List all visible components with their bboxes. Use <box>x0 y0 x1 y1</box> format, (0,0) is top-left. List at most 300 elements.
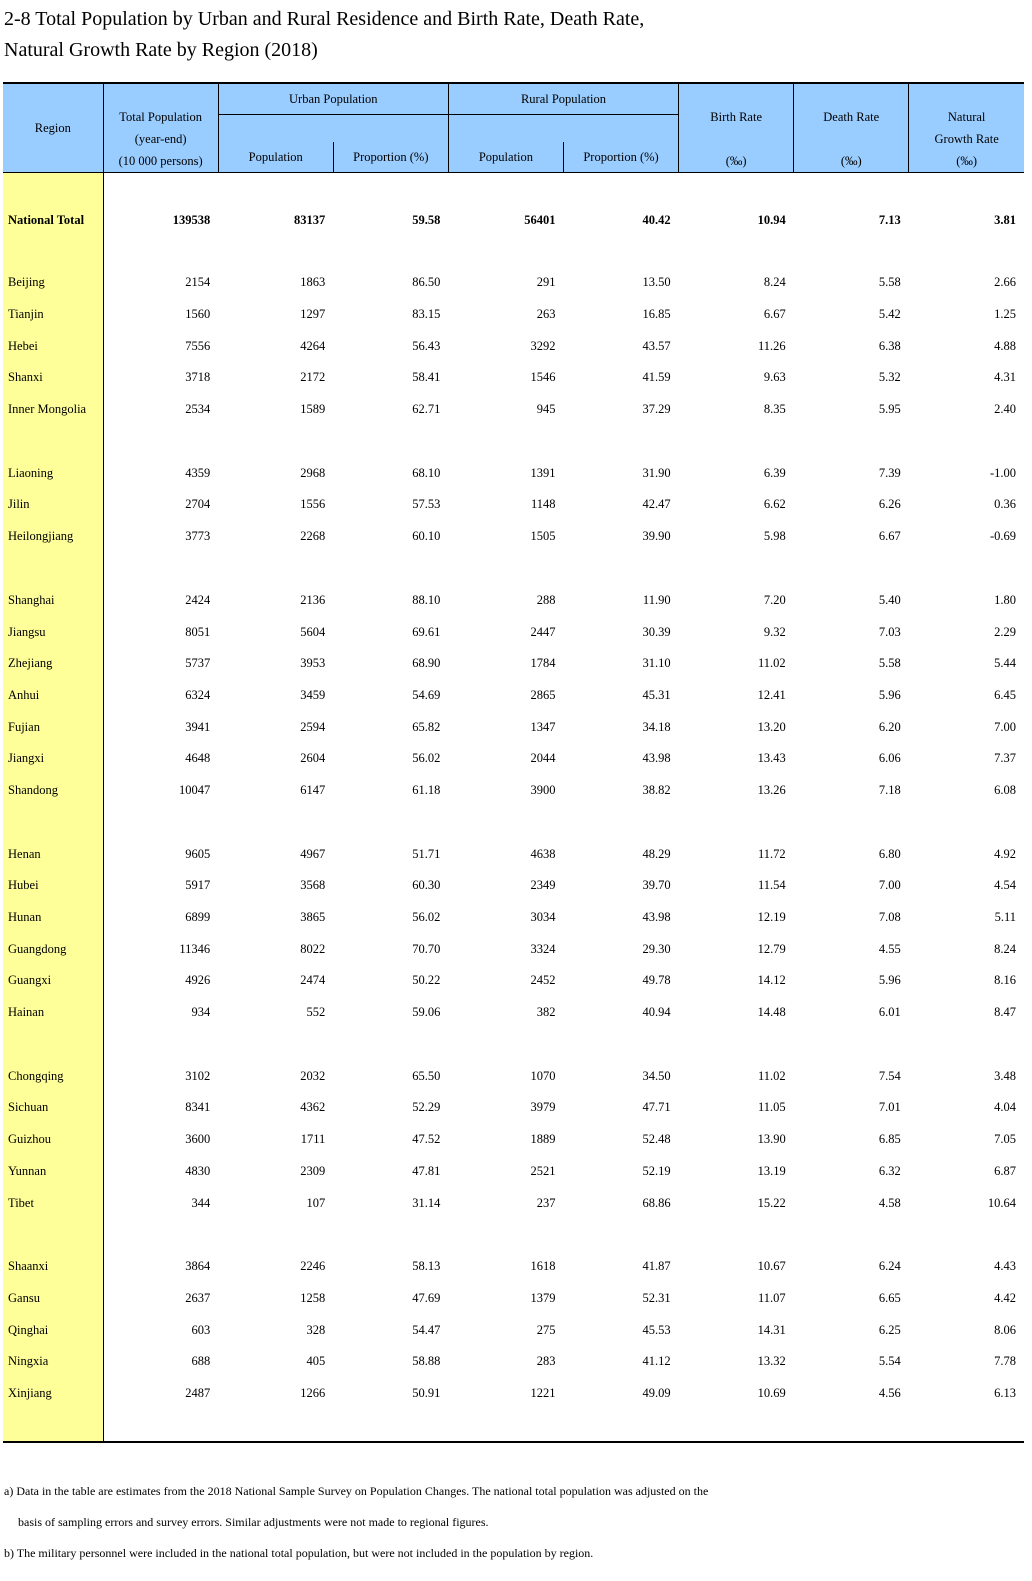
value-cell: 405 <box>306 1354 326 1369</box>
region-name-cell: Tibet <box>3 1187 103 1219</box>
value-cell: 2136 <box>300 592 326 607</box>
value-cell: 5.95 <box>878 402 901 417</box>
value-cell: 6.80 <box>878 846 901 861</box>
value-cell: 3102 <box>185 1068 211 1083</box>
value-cell: 552 <box>306 1005 326 1020</box>
table-row <box>3 521 1024 553</box>
value-cell: 54.47 <box>412 1322 441 1337</box>
value-cell: 48.29 <box>642 846 671 861</box>
table-row <box>3 743 1024 775</box>
value-cell: 14.31 <box>757 1322 786 1337</box>
region-name-cell: Qinghai <box>3 1314 103 1346</box>
region-name-cell: Jiangsu <box>3 616 103 648</box>
region-name-cell: Guizhou <box>3 1124 103 1156</box>
region-name-cell: Inner Mongolia <box>3 394 103 426</box>
region-name-cell: Jilin <box>3 489 103 521</box>
header-birth-rate: Birth Rate (‰) <box>679 83 794 173</box>
header-rural-proportion: Proportion (%) <box>563 142 678 172</box>
table-row <box>3 1251 1024 1283</box>
value-cell: 52.19 <box>642 1163 671 1178</box>
value-cell: 4.92 <box>994 846 1016 861</box>
value-cell: 4926 <box>185 973 211 988</box>
table-row <box>3 616 1024 648</box>
value-cell: 139538 <box>172 212 211 227</box>
value-cell: 9.63 <box>763 370 786 385</box>
value-cell: 1258 <box>300 1290 326 1305</box>
region-name-cell: Hunan <box>3 902 103 934</box>
header-rural-population-count: Population <box>448 142 563 172</box>
value-cell: 13.50 <box>642 275 671 290</box>
value-cell: 11.05 <box>758 1100 786 1115</box>
table-row <box>3 711 1024 743</box>
table-row <box>3 489 1024 521</box>
footnote-a-line-2: basis of sampling errors and survey errors. Similar adjustments were not made to regional figures. <box>18 1515 489 1529</box>
value-cell: 62.71 <box>412 402 441 417</box>
value-cell: 2172 <box>300 370 326 385</box>
value-cell: 4.56 <box>878 1385 901 1400</box>
region-name-cell: Shanghai <box>3 585 103 617</box>
table-row <box>3 933 1024 965</box>
value-cell: 3.48 <box>994 1068 1016 1083</box>
value-cell: 2154 <box>185 275 211 290</box>
value-cell: 0.36 <box>994 497 1016 512</box>
value-cell: 2032 <box>300 1068 326 1083</box>
value-cell: 6.67 <box>878 529 901 544</box>
value-cell: 6899 <box>185 910 211 925</box>
value-cell: 2865 <box>530 687 556 702</box>
value-cell: 57.53 <box>412 497 441 512</box>
value-cell: 11.02 <box>758 656 786 671</box>
value-cell: 6.65 <box>878 1290 901 1305</box>
value-cell: 934 <box>191 1005 211 1020</box>
spacer-row <box>3 1409 1024 1442</box>
table-row <box>3 1346 1024 1378</box>
value-cell: 15.22 <box>757 1195 786 1210</box>
value-cell: 12.79 <box>757 941 786 956</box>
value-cell: 7.00 <box>994 719 1016 734</box>
value-cell: 2309 <box>300 1163 326 1178</box>
value-cell: 41.87 <box>642 1259 671 1274</box>
value-cell: 7.20 <box>763 592 786 607</box>
region-name-cell: Henan <box>3 838 103 870</box>
value-cell: 49.78 <box>642 973 671 988</box>
region-name-cell: Xinjiang <box>3 1378 103 1410</box>
value-cell: 3324 <box>530 941 556 956</box>
value-cell: 1347 <box>530 719 556 734</box>
value-cell: 39.90 <box>642 529 671 544</box>
value-cell: 2968 <box>300 465 326 480</box>
region-name-cell: Heilongjiang <box>3 521 103 553</box>
title-line-1: 2-8 Total Population by Urban and Rural Residence and Birth Rate, Death Rate, <box>4 8 645 30</box>
value-cell: 47.81 <box>412 1163 441 1178</box>
value-cell: 11.54 <box>758 878 786 893</box>
value-cell: 3941 <box>185 719 211 734</box>
value-cell: 59.06 <box>412 1005 441 1020</box>
value-cell: 2.40 <box>994 402 1016 417</box>
value-cell: 6.87 <box>994 1163 1016 1178</box>
value-cell: 47.71 <box>642 1100 671 1115</box>
value-cell: 56401 <box>524 212 556 227</box>
value-cell: 29.30 <box>642 941 671 956</box>
value-cell: 2594 <box>300 719 326 734</box>
value-cell: 4.43 <box>994 1259 1016 1274</box>
value-cell: 8.35 <box>763 402 786 417</box>
value-cell: 1.25 <box>994 307 1016 322</box>
value-cell: 3953 <box>300 656 326 671</box>
header-death-rate: Death Rate (‰) <box>794 83 909 173</box>
value-cell: 107 <box>306 1195 326 1210</box>
value-cell: 9605 <box>185 846 211 861</box>
value-cell: 4359 <box>185 465 211 480</box>
region-name-cell: Shanxi <box>3 362 103 394</box>
value-cell: 6.20 <box>878 719 901 734</box>
value-cell: 3773 <box>185 529 211 544</box>
value-cell: 1784 <box>530 656 556 671</box>
value-cell: 4.88 <box>994 338 1016 353</box>
value-cell: 2534 <box>185 402 211 417</box>
value-cell: 59.58 <box>412 212 441 227</box>
national-total-row <box>3 173 1024 268</box>
value-cell: 10.64 <box>987 1195 1016 1210</box>
value-cell: 6.13 <box>994 1385 1016 1400</box>
value-cell: 49.09 <box>642 1385 671 1400</box>
region-name-cell: Hubei <box>3 870 103 902</box>
page-title <box>4 4 1024 66</box>
value-cell: 6.01 <box>878 1005 901 1020</box>
value-cell: 3600 <box>185 1132 211 1147</box>
value-cell: 65.82 <box>412 719 441 734</box>
value-cell: 2474 <box>300 973 326 988</box>
value-cell: 30.39 <box>642 624 671 639</box>
value-cell: 11.26 <box>758 338 786 353</box>
value-cell: 4.42 <box>994 1290 1016 1305</box>
value-cell: 41.59 <box>642 370 671 385</box>
value-cell: 2.66 <box>994 275 1016 290</box>
value-cell: 3459 <box>300 687 326 702</box>
value-cell: 2637 <box>185 1290 211 1305</box>
value-cell: 4362 <box>300 1100 326 1115</box>
value-cell: 56.02 <box>412 910 441 925</box>
header-urban-population-count: Population <box>218 142 333 172</box>
value-cell: 10047 <box>178 782 211 797</box>
value-cell: 83137 <box>294 212 326 227</box>
value-cell: 13.90 <box>757 1132 786 1147</box>
value-cell: 6.32 <box>878 1163 901 1178</box>
value-cell: 7.03 <box>878 624 901 639</box>
value-cell: 70.70 <box>412 941 441 956</box>
table-row <box>3 1187 1024 1219</box>
value-cell: 5.44 <box>994 656 1016 671</box>
footnote-a-line-1: a) Data in the table are estimates from the 2018 National Sample Survey on Population Changes. The national total population was adjusted on the <box>4 1484 709 1498</box>
region-name-cell: National Total <box>3 173 103 268</box>
value-cell: 13.26 <box>757 782 786 797</box>
table-row <box>3 1092 1024 1124</box>
value-cell: 4264 <box>300 338 326 353</box>
value-cell: 52.48 <box>642 1132 671 1147</box>
value-cell: 1505 <box>530 529 556 544</box>
region-name-cell: Tianjin <box>3 299 103 331</box>
value-cell: 68.90 <box>412 656 441 671</box>
value-cell: 4.04 <box>994 1100 1016 1115</box>
value-cell: 31.14 <box>412 1195 441 1210</box>
table-row <box>3 1314 1024 1346</box>
table-row <box>3 775 1024 807</box>
spacer-row <box>3 553 1024 585</box>
value-cell: 2452 <box>530 973 556 988</box>
table-row <box>3 902 1024 934</box>
value-cell: 37.29 <box>642 402 671 417</box>
value-cell: 50.91 <box>412 1385 441 1400</box>
value-cell: 6.45 <box>994 687 1016 702</box>
table-row <box>3 362 1024 394</box>
value-cell: 8.47 <box>994 1005 1016 1020</box>
value-cell: 945 <box>536 402 556 417</box>
value-cell: 65.50 <box>412 1068 441 1083</box>
region-name-cell: Beijing <box>3 267 103 299</box>
value-cell: 6.06 <box>878 751 901 766</box>
value-cell: 8022 <box>300 941 326 956</box>
value-cell: 43.98 <box>642 910 671 925</box>
value-cell: 10.69 <box>757 1385 786 1400</box>
value-cell: 88.10 <box>412 592 441 607</box>
value-cell: 52.31 <box>642 1290 671 1305</box>
value-cell: 328 <box>306 1322 326 1337</box>
region-name-cell: Liaoning <box>3 457 103 489</box>
header-natural-growth-rate: Natural Growth Rate (‰) <box>909 83 1024 173</box>
value-cell: 3034 <box>530 910 556 925</box>
header-region: Region <box>34 120 71 135</box>
value-cell: 1560 <box>185 307 211 322</box>
table-row <box>3 585 1024 617</box>
value-cell: 14.48 <box>757 1005 786 1020</box>
value-cell: 7.18 <box>878 782 901 797</box>
region-name-cell: Shandong <box>3 775 103 807</box>
table-row <box>3 838 1024 870</box>
value-cell: 3979 <box>530 1100 556 1115</box>
value-cell: 5.40 <box>878 592 901 607</box>
value-cell: 42.47 <box>642 497 671 512</box>
table-row <box>3 1124 1024 1156</box>
region-name-cell: Yunnan <box>3 1156 103 1188</box>
value-cell: 4.54 <box>994 878 1016 893</box>
value-cell: 344 <box>191 1195 211 1210</box>
region-name-cell: Hebei <box>3 330 103 362</box>
value-cell: 3292 <box>530 338 556 353</box>
value-cell: 283 <box>536 1354 556 1369</box>
table-body <box>3 173 1024 1443</box>
value-cell: 43.98 <box>642 751 671 766</box>
value-cell: 2704 <box>185 497 211 512</box>
value-cell: 58.13 <box>412 1259 441 1274</box>
title-line-2: Natural Growth Rate by Region (2018) <box>4 39 318 61</box>
table-header <box>3 83 1024 173</box>
value-cell: 2447 <box>530 624 556 639</box>
value-cell: 14.12 <box>757 973 786 988</box>
value-cell: 1148 <box>530 497 556 512</box>
value-cell: 8.24 <box>994 941 1016 956</box>
value-cell: 275 <box>536 1322 556 1337</box>
value-cell: 2268 <box>300 529 326 544</box>
value-cell: 11.90 <box>642 592 671 607</box>
value-cell: 3.81 <box>994 212 1016 227</box>
region-name-cell: Ningxia <box>3 1346 103 1378</box>
value-cell: 3568 <box>300 878 326 893</box>
value-cell: 40.94 <box>642 1005 671 1020</box>
value-cell: 58.41 <box>412 370 441 385</box>
table-row <box>3 965 1024 997</box>
value-cell: 5.96 <box>878 687 901 702</box>
value-cell: 13.20 <box>757 719 786 734</box>
value-cell: 4638 <box>530 846 556 861</box>
value-cell: 52.29 <box>412 1100 441 1115</box>
value-cell: 34.18 <box>642 719 671 734</box>
value-cell: 1589 <box>300 402 326 417</box>
value-cell: 13.32 <box>757 1354 786 1369</box>
region-name-cell: Fujian <box>3 711 103 743</box>
value-cell: 6.38 <box>878 338 901 353</box>
value-cell: 7.08 <box>878 910 901 925</box>
value-cell: 2424 <box>185 592 211 607</box>
value-cell: 86.50 <box>412 275 441 290</box>
value-cell: 3900 <box>530 782 556 797</box>
region-name-cell: Chongqing <box>3 1060 103 1092</box>
value-cell: 58.88 <box>412 1354 441 1369</box>
value-cell: 69.61 <box>412 624 441 639</box>
value-cell: 5604 <box>300 624 326 639</box>
value-cell: 5917 <box>185 878 211 893</box>
value-cell: 2044 <box>530 751 556 766</box>
table-row <box>3 330 1024 362</box>
footnotes <box>4 1476 1024 1569</box>
region-name-cell: Guangxi <box>3 965 103 997</box>
value-cell: 5.32 <box>878 370 901 385</box>
table-row <box>3 680 1024 712</box>
value-cell: 5.42 <box>878 307 901 322</box>
value-cell: -0.69 <box>989 529 1016 544</box>
value-cell: 16.85 <box>642 307 671 322</box>
region-name-cell: Gansu <box>3 1283 103 1315</box>
value-cell: 8.06 <box>994 1322 1016 1337</box>
value-cell: 4.58 <box>878 1195 901 1210</box>
value-cell: 1391 <box>530 465 556 480</box>
value-cell: 7.39 <box>878 465 901 480</box>
value-cell: 68.10 <box>412 465 441 480</box>
value-cell: 38.82 <box>642 782 671 797</box>
value-cell: 263 <box>536 307 556 322</box>
table-row <box>3 997 1024 1029</box>
value-cell: 3718 <box>185 370 211 385</box>
value-cell: 3865 <box>300 910 326 925</box>
value-cell: 12.19 <box>757 910 786 925</box>
value-cell: 291 <box>536 275 556 290</box>
value-cell: 7.01 <box>878 1100 901 1115</box>
value-cell: 8.16 <box>994 973 1016 988</box>
value-cell: 237 <box>536 1195 556 1210</box>
value-cell: 41.12 <box>642 1354 671 1369</box>
value-cell: 1556 <box>300 497 326 512</box>
value-cell: 6.08 <box>994 782 1016 797</box>
header-total-population: Total Population (year-end) (10 000 persons) <box>103 83 218 173</box>
value-cell: 39.70 <box>642 878 671 893</box>
value-cell: 688 <box>191 1354 211 1369</box>
value-cell: 5.54 <box>878 1354 901 1369</box>
value-cell: 4.55 <box>878 941 901 956</box>
value-cell: 6324 <box>185 687 211 702</box>
value-cell: 7.00 <box>878 878 901 893</box>
value-cell: 56.02 <box>412 751 441 766</box>
region-name-cell: Shaanxi <box>3 1251 103 1283</box>
value-cell: 5.11 <box>994 910 1016 925</box>
value-cell: 2.29 <box>994 624 1016 639</box>
value-cell: 50.22 <box>412 973 441 988</box>
value-cell: 1889 <box>530 1132 556 1147</box>
value-cell: 43.57 <box>642 338 671 353</box>
value-cell: 34.50 <box>642 1068 671 1083</box>
region-name-cell: Hainan <box>3 997 103 1029</box>
table-row <box>3 1156 1024 1188</box>
value-cell: 1618 <box>530 1259 556 1274</box>
header-urban-population: Urban Population <box>218 83 448 115</box>
value-cell: 1711 <box>300 1132 326 1147</box>
value-cell: 68.86 <box>642 1195 671 1210</box>
value-cell: 7.37 <box>994 751 1016 766</box>
region-name-cell: Anhui <box>3 680 103 712</box>
value-cell: 56.43 <box>412 338 441 353</box>
value-cell: 45.31 <box>642 687 671 702</box>
value-cell: 1266 <box>300 1385 326 1400</box>
value-cell: 5.96 <box>878 973 901 988</box>
value-cell: 11346 <box>179 941 211 956</box>
value-cell: 31.90 <box>642 465 671 480</box>
value-cell: 10.67 <box>757 1259 786 1274</box>
value-cell: 1546 <box>530 370 556 385</box>
table-row <box>3 648 1024 680</box>
value-cell: 8341 <box>185 1100 211 1115</box>
value-cell: 1221 <box>530 1385 556 1400</box>
value-cell: 5737 <box>185 656 211 671</box>
value-cell: 11.02 <box>758 1068 786 1083</box>
value-cell: 4967 <box>300 846 326 861</box>
region-name-cell: Guangdong <box>3 933 103 965</box>
value-cell: 60.10 <box>412 529 441 544</box>
spacer-row <box>3 1028 1024 1060</box>
value-cell: 45.53 <box>642 1322 671 1337</box>
value-cell: 2604 <box>300 751 326 766</box>
population-table <box>3 82 1024 1443</box>
value-cell: 8051 <box>185 624 211 639</box>
value-cell: 5.58 <box>878 275 901 290</box>
value-cell: 382 <box>536 1005 556 1020</box>
header-urban-proportion: Proportion (%) <box>333 142 448 172</box>
value-cell: 40.42 <box>642 212 671 227</box>
value-cell: 7.05 <box>994 1132 1016 1147</box>
value-cell: 288 <box>536 592 556 607</box>
value-cell: 2349 <box>530 878 556 893</box>
value-cell: 6.39 <box>763 465 786 480</box>
region-name-cell: Sichuan <box>3 1092 103 1124</box>
value-cell: 1.80 <box>994 592 1016 607</box>
value-cell: 6.62 <box>763 497 786 512</box>
value-cell: 1863 <box>300 275 326 290</box>
value-cell: 2246 <box>300 1259 326 1274</box>
value-cell: 61.18 <box>412 782 441 797</box>
table-row <box>3 299 1024 331</box>
value-cell: 6.85 <box>878 1132 901 1147</box>
value-cell: 603 <box>191 1322 211 1337</box>
value-cell: 3864 <box>185 1259 211 1274</box>
value-cell: 1297 <box>300 307 326 322</box>
value-cell: -1.00 <box>989 465 1016 480</box>
